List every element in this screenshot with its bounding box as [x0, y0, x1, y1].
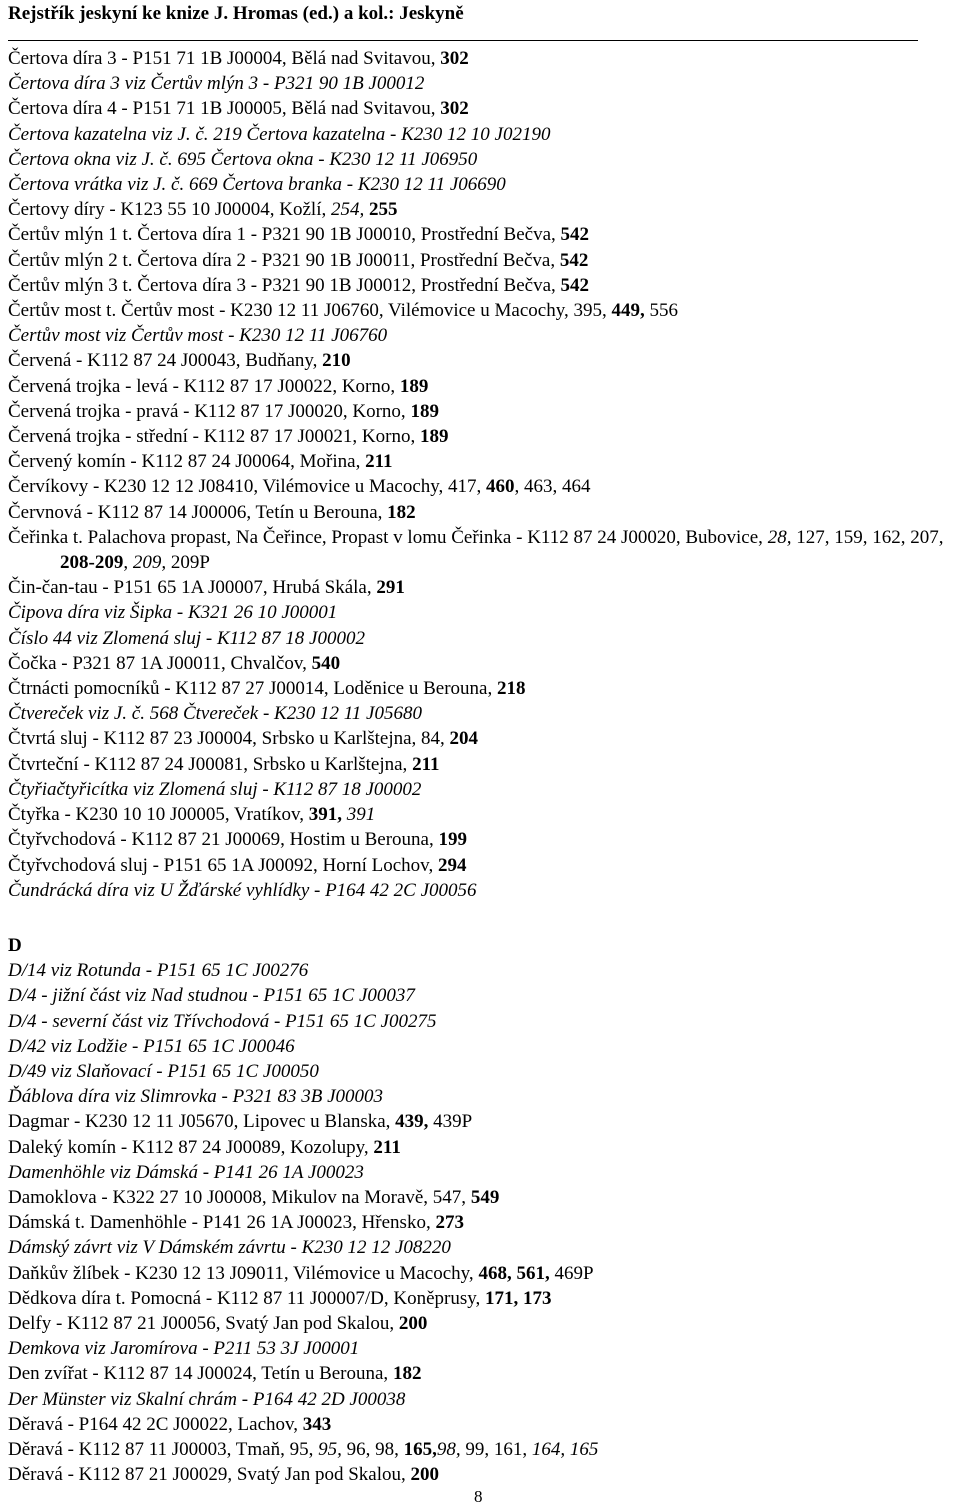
entry-after2: ,	[123, 552, 133, 574]
entry-text: Červený komín - K112 87 24 J00064, Mořina,	[8, 451, 366, 473]
entry-bold: 211	[373, 1136, 401, 1158]
index-entry	[8, 1235, 958, 1260]
entry-text: Daleký komín - K112 87 24 J00089, Kozolupy,	[8, 1136, 374, 1158]
entry-italic: 28,	[767, 526, 792, 548]
index-entry	[8, 726, 958, 751]
entry-text: D/4 - jižní část viz Nad studnou - P151 65 1C J00037	[8, 985, 415, 1007]
index-entry	[8, 626, 958, 651]
entry-after: , 463, 464	[514, 476, 591, 498]
entry-italic: 95,	[318, 1438, 342, 1460]
index-entry	[8, 1009, 958, 1034]
entry-text: Damoklova - K322 27 10 J00008, Mikulov na Moravě, 547,	[8, 1186, 471, 1208]
entry-text: Čtrnácti pomocníků - K112 87 27 J00014, Loděnice u Berouna,	[8, 678, 497, 700]
entry-bold2: 165,	[403, 1438, 437, 1460]
entry-bold: 208-209	[60, 552, 124, 574]
entry-text: Čtyřiačtyřicítka viz Zlomená sluj - K112 87 18 J00002	[8, 778, 422, 800]
index-entry	[8, 1135, 958, 1160]
entry-after: 96, 98,	[341, 1438, 404, 1460]
entry-bold: 540	[311, 652, 341, 674]
index-entry	[8, 348, 958, 373]
entry-text: D/42 viz Lodžie - P151 65 1C J00046	[8, 1035, 295, 1057]
index-entry	[8, 449, 958, 474]
index-entry	[8, 1361, 958, 1386]
index-entry	[8, 1109, 958, 1134]
entry-text: Čundrácká díra viz U Žďárské vyhlídky - P164 42 2C J00056	[8, 879, 477, 901]
entry-text: D/14 viz Rotunda - P151 65 1C J00276	[8, 960, 309, 982]
entry-bold: 302	[440, 98, 469, 120]
entry-text: Červíkovy - K230 12 12 J08410, Vilémovice u Macochy, 417,	[8, 476, 487, 498]
index-entry	[8, 222, 958, 247]
index-entry	[8, 1311, 958, 1336]
index-entry	[8, 827, 958, 852]
entry-text: Červená trojka - střední - K112 87 17 J00021, Korno,	[8, 426, 420, 448]
entry-text: Čtyřka - K230 10 10 J00005, Vratíkov,	[8, 804, 309, 826]
entry-text: Čtyřvchodová - K112 87 21 J00069, Hostim u Berouna,	[8, 829, 439, 851]
index-entry	[8, 600, 958, 625]
entry-bold: 343	[302, 1413, 332, 1435]
entry-text: Čtvrtá sluj - K112 87 23 J00004, Srbsko u Karlštejna, 84,	[8, 728, 450, 750]
entry-text: D/49 viz Slaňovací - P151 65 1C J00050	[8, 1060, 319, 1082]
section-c-list	[8, 46, 958, 903]
index-entry	[8, 172, 958, 197]
index-entry	[8, 1210, 958, 1235]
index-entry	[8, 676, 958, 701]
index-entry	[8, 273, 958, 298]
entry-text: Čertova vrátka viz J. č. 669 Čertova branka - K230 12 11 J06690	[8, 174, 506, 196]
entry-bold: 294	[437, 854, 467, 876]
index-entry	[8, 1462, 958, 1487]
entry-bold: 182	[387, 501, 416, 523]
entry-italic4: 165	[565, 1438, 599, 1460]
entry-text: Červená trojka - levá - K112 87 17 J00022, Korno,	[8, 375, 400, 397]
entry-text: Čtvereček viz J. č. 568 Čtvereček - K230 12 11 J05680	[8, 703, 422, 725]
entry-bold: 211	[412, 753, 440, 775]
index-entry	[8, 878, 958, 903]
index-entry	[8, 1336, 958, 1361]
entry-after2: 99, 161,	[460, 1438, 532, 1460]
entry-bold: 460	[486, 476, 515, 498]
entry-bold: 189	[419, 426, 449, 448]
entry-text: Damenhöhle viz Dámská - P141 26 1A J00023	[8, 1161, 364, 1183]
index-entry	[8, 71, 958, 96]
entry-text: Čertův most t. Čertův most - K230 12 11 J06760, Vilémovice u Macochy, 395,	[8, 300, 612, 322]
entry-text: Dámská t. Damenhöhle - P141 26 1A J00023, Hřensko,	[8, 1212, 436, 1234]
index-entry	[8, 399, 958, 424]
entry-bold: 189	[399, 375, 429, 397]
index-entry	[8, 500, 958, 525]
entry-text: Den zvířat - K112 87 14 J00024, Tetín u Berouna,	[8, 1363, 393, 1385]
entry-bold: 391,	[308, 804, 342, 826]
entry-bold: 210	[322, 350, 351, 372]
entry-text: Dagmar - K230 12 11 J05670, Lipovec u Blanska,	[8, 1111, 396, 1133]
index-entry	[8, 1412, 958, 1437]
entry-text: Děravá - K112 87 11 J00003, Tmaň, 95,	[8, 1438, 319, 1460]
index-entry	[8, 323, 958, 348]
entry-after: 469P	[549, 1262, 594, 1284]
entry-text: D/4 - severní část viz Třívchodová - P151 65 1C J00275	[8, 1010, 437, 1032]
entry-text: Čipova díra viz Šipka - K321 26 10 J00001	[8, 602, 338, 624]
entry-text: Čertova díra 3 - P151 71 1B J00004, Bělá nad Svitavou,	[8, 48, 441, 69]
entry-text: Červená - K112 87 24 J00043, Budňany,	[8, 350, 323, 372]
section-gap	[8, 903, 958, 933]
index-entry	[8, 46, 958, 71]
index-entry	[8, 1084, 958, 1109]
entry-bold: 204	[449, 728, 479, 750]
section-letter-d: D	[8, 934, 22, 956]
entry-text: Čin-čan-tau - P151 65 1A J00007, Hrubá Skála,	[8, 577, 377, 599]
entry-text: Číslo 44 viz Zlomená sluj - K112 87 18 J00002	[8, 627, 365, 649]
entry-after3: 209P	[166, 552, 210, 574]
index-entry	[8, 525, 958, 575]
entry-text: Čertův mlýn 3 t. Čertova díra 3 - P321 90 1B J00012, Prostřední Bečva,	[8, 274, 561, 296]
index-entry	[8, 197, 958, 222]
entry-bold: 273	[435, 1212, 464, 1234]
entry-text: Čeřinka t. Palachova propast, Na Čeřince, Propast v lomu Čeřinka - K112 87 24 J00020, Bubovice,	[8, 526, 768, 548]
index-entry	[8, 374, 958, 399]
entry-bold: 200	[410, 1464, 439, 1486]
index-entry	[8, 752, 958, 777]
index-entry	[8, 1286, 958, 1311]
index-entries	[8, 46, 958, 1487]
entry-text: Daňkův žlíbek - K230 12 13 J09011, Vilémovice u Macochy,	[8, 1262, 479, 1284]
entry-text: Demkova viz Jaromírova - P211 53 3J J00001	[8, 1338, 360, 1360]
entry-text: Dámský závrt viz V Dámském závrtu - K230 12 12 J08220	[8, 1237, 451, 1259]
entry-bold: 199	[438, 829, 467, 851]
entry-text: Delfy - K112 87 21 J00056, Svatý Jan pod Skalou,	[8, 1312, 399, 1334]
header-rule	[8, 40, 918, 41]
index-entry	[8, 651, 958, 676]
entry-text: Čertova okna viz J. č. 695 Čertova okna - K230 12 11 J06950	[8, 148, 478, 170]
entry-bold: 542	[559, 249, 589, 271]
entry-text: Čertův mlýn 2 t. Čertova díra 2 - P321 90 1B J00011, Prostřední Bečva,	[8, 249, 560, 271]
index-entry	[8, 777, 958, 802]
index-entry	[8, 1160, 958, 1185]
entry-italic2: 209,	[132, 552, 167, 574]
index-entry	[8, 298, 958, 323]
index-entry	[8, 96, 958, 121]
index-entry	[8, 1059, 958, 1084]
entry-bold: 468, 561,	[478, 1262, 550, 1284]
entry-bold: 542	[560, 224, 590, 246]
entry-italic3: 164,	[531, 1438, 566, 1460]
index-entry	[8, 853, 958, 878]
entry-text: Čertova díra 3 viz Čertův mlýn 3 - P321 90 1B J00012	[8, 73, 425, 95]
entry-after: 439P	[428, 1111, 473, 1133]
index-entry	[8, 958, 958, 983]
entry-italic: 254,	[330, 199, 365, 221]
entry-bold: 449,	[611, 300, 645, 322]
entry-text: Červnová - K112 87 14 J00006, Tetín u Berouna,	[8, 501, 388, 523]
entry-italic2: 98,	[436, 1438, 461, 1460]
index-entry	[8, 147, 958, 172]
index-entry	[8, 424, 958, 449]
entry-text: Čertovy díry - K123 55 10 J00004, Kožlí,	[8, 199, 331, 221]
page-number: 8	[474, 1487, 483, 1506]
entry-text: Čertův mlýn 1 t. Čertova díra 1 - P321 90 1B J00010, Prostřední Bečva,	[8, 224, 561, 246]
entry-bold-after: 255	[364, 199, 398, 221]
page-header-title: Rejstřík jeskyní ke knize J. Hromas (ed.) a kol.: Jeskyně	[8, 3, 464, 24]
entry-text: Ďáblova díra viz Slimrovka - P321 83 3B J00003	[8, 1086, 384, 1108]
entry-text: Dědkova díra t. Pomocná - K112 87 11 J00007/D, Koněprusy,	[8, 1287, 486, 1309]
entry-bold: 542	[560, 274, 590, 296]
index-entry	[8, 122, 958, 147]
index-entry	[8, 1437, 958, 1462]
index-entry	[8, 575, 958, 600]
entry-after: 127, 159, 162, 207,	[791, 526, 944, 548]
index-entry	[8, 1034, 958, 1059]
entry-text: Čertova díra 4 - P151 71 1B J00005, Bělá nad Svitavou,	[8, 98, 441, 120]
entry-bold: 171, 173	[485, 1287, 552, 1309]
entry-text: Čočka - P321 87 1A J00011, Chvalčov,	[8, 652, 312, 674]
entry-text: Děravá - K112 87 21 J00029, Svatý Jan pod Skalou,	[8, 1464, 411, 1486]
index-entry	[8, 701, 958, 726]
index-entry	[8, 1185, 958, 1210]
entry-bold: 211	[365, 451, 393, 473]
entry-bold: 302	[440, 48, 469, 69]
entry-text: Čertův most viz Čertův most - K230 12 11 J06760	[8, 325, 388, 347]
entry-bold: 291	[376, 577, 405, 599]
entry-bold: 189	[410, 400, 439, 422]
index-entry	[8, 983, 958, 1008]
index-entry	[8, 474, 958, 499]
entry-text: Čertova kazatelna viz J. č. 219 Čertova kazatelna - K230 12 10 J02190	[8, 123, 551, 145]
entry-bold: 439,	[395, 1111, 429, 1133]
entry-italic: 391	[341, 804, 376, 826]
index-entry	[8, 1261, 958, 1286]
entry-text: Der Münster viz Skalní chrám - P164 42 2D J00038	[8, 1388, 406, 1410]
entry-text: Červená trojka - pravá - K112 87 17 J00020, Korno,	[8, 400, 411, 422]
section-d-list	[8, 958, 958, 1487]
entry-text: Čtvrteční - K112 87 24 J00081, Srbsko u Karlštejna,	[8, 753, 413, 775]
entry-bold: 218	[496, 678, 526, 700]
index-entry	[8, 802, 958, 827]
index-entry	[8, 248, 958, 273]
entry-text: Čtyřvchodová sluj - P151 65 1A J00092, Horní Lochov,	[8, 854, 438, 876]
entry-bold: 200	[398, 1312, 428, 1334]
entry-after: 556	[644, 300, 678, 322]
index-entry	[8, 1387, 958, 1412]
entry-bold: 182	[392, 1363, 422, 1385]
entry-bold: 549	[470, 1186, 500, 1208]
entry-text: Děravá - P164 42 2C J00022, Lachov,	[8, 1413, 303, 1435]
